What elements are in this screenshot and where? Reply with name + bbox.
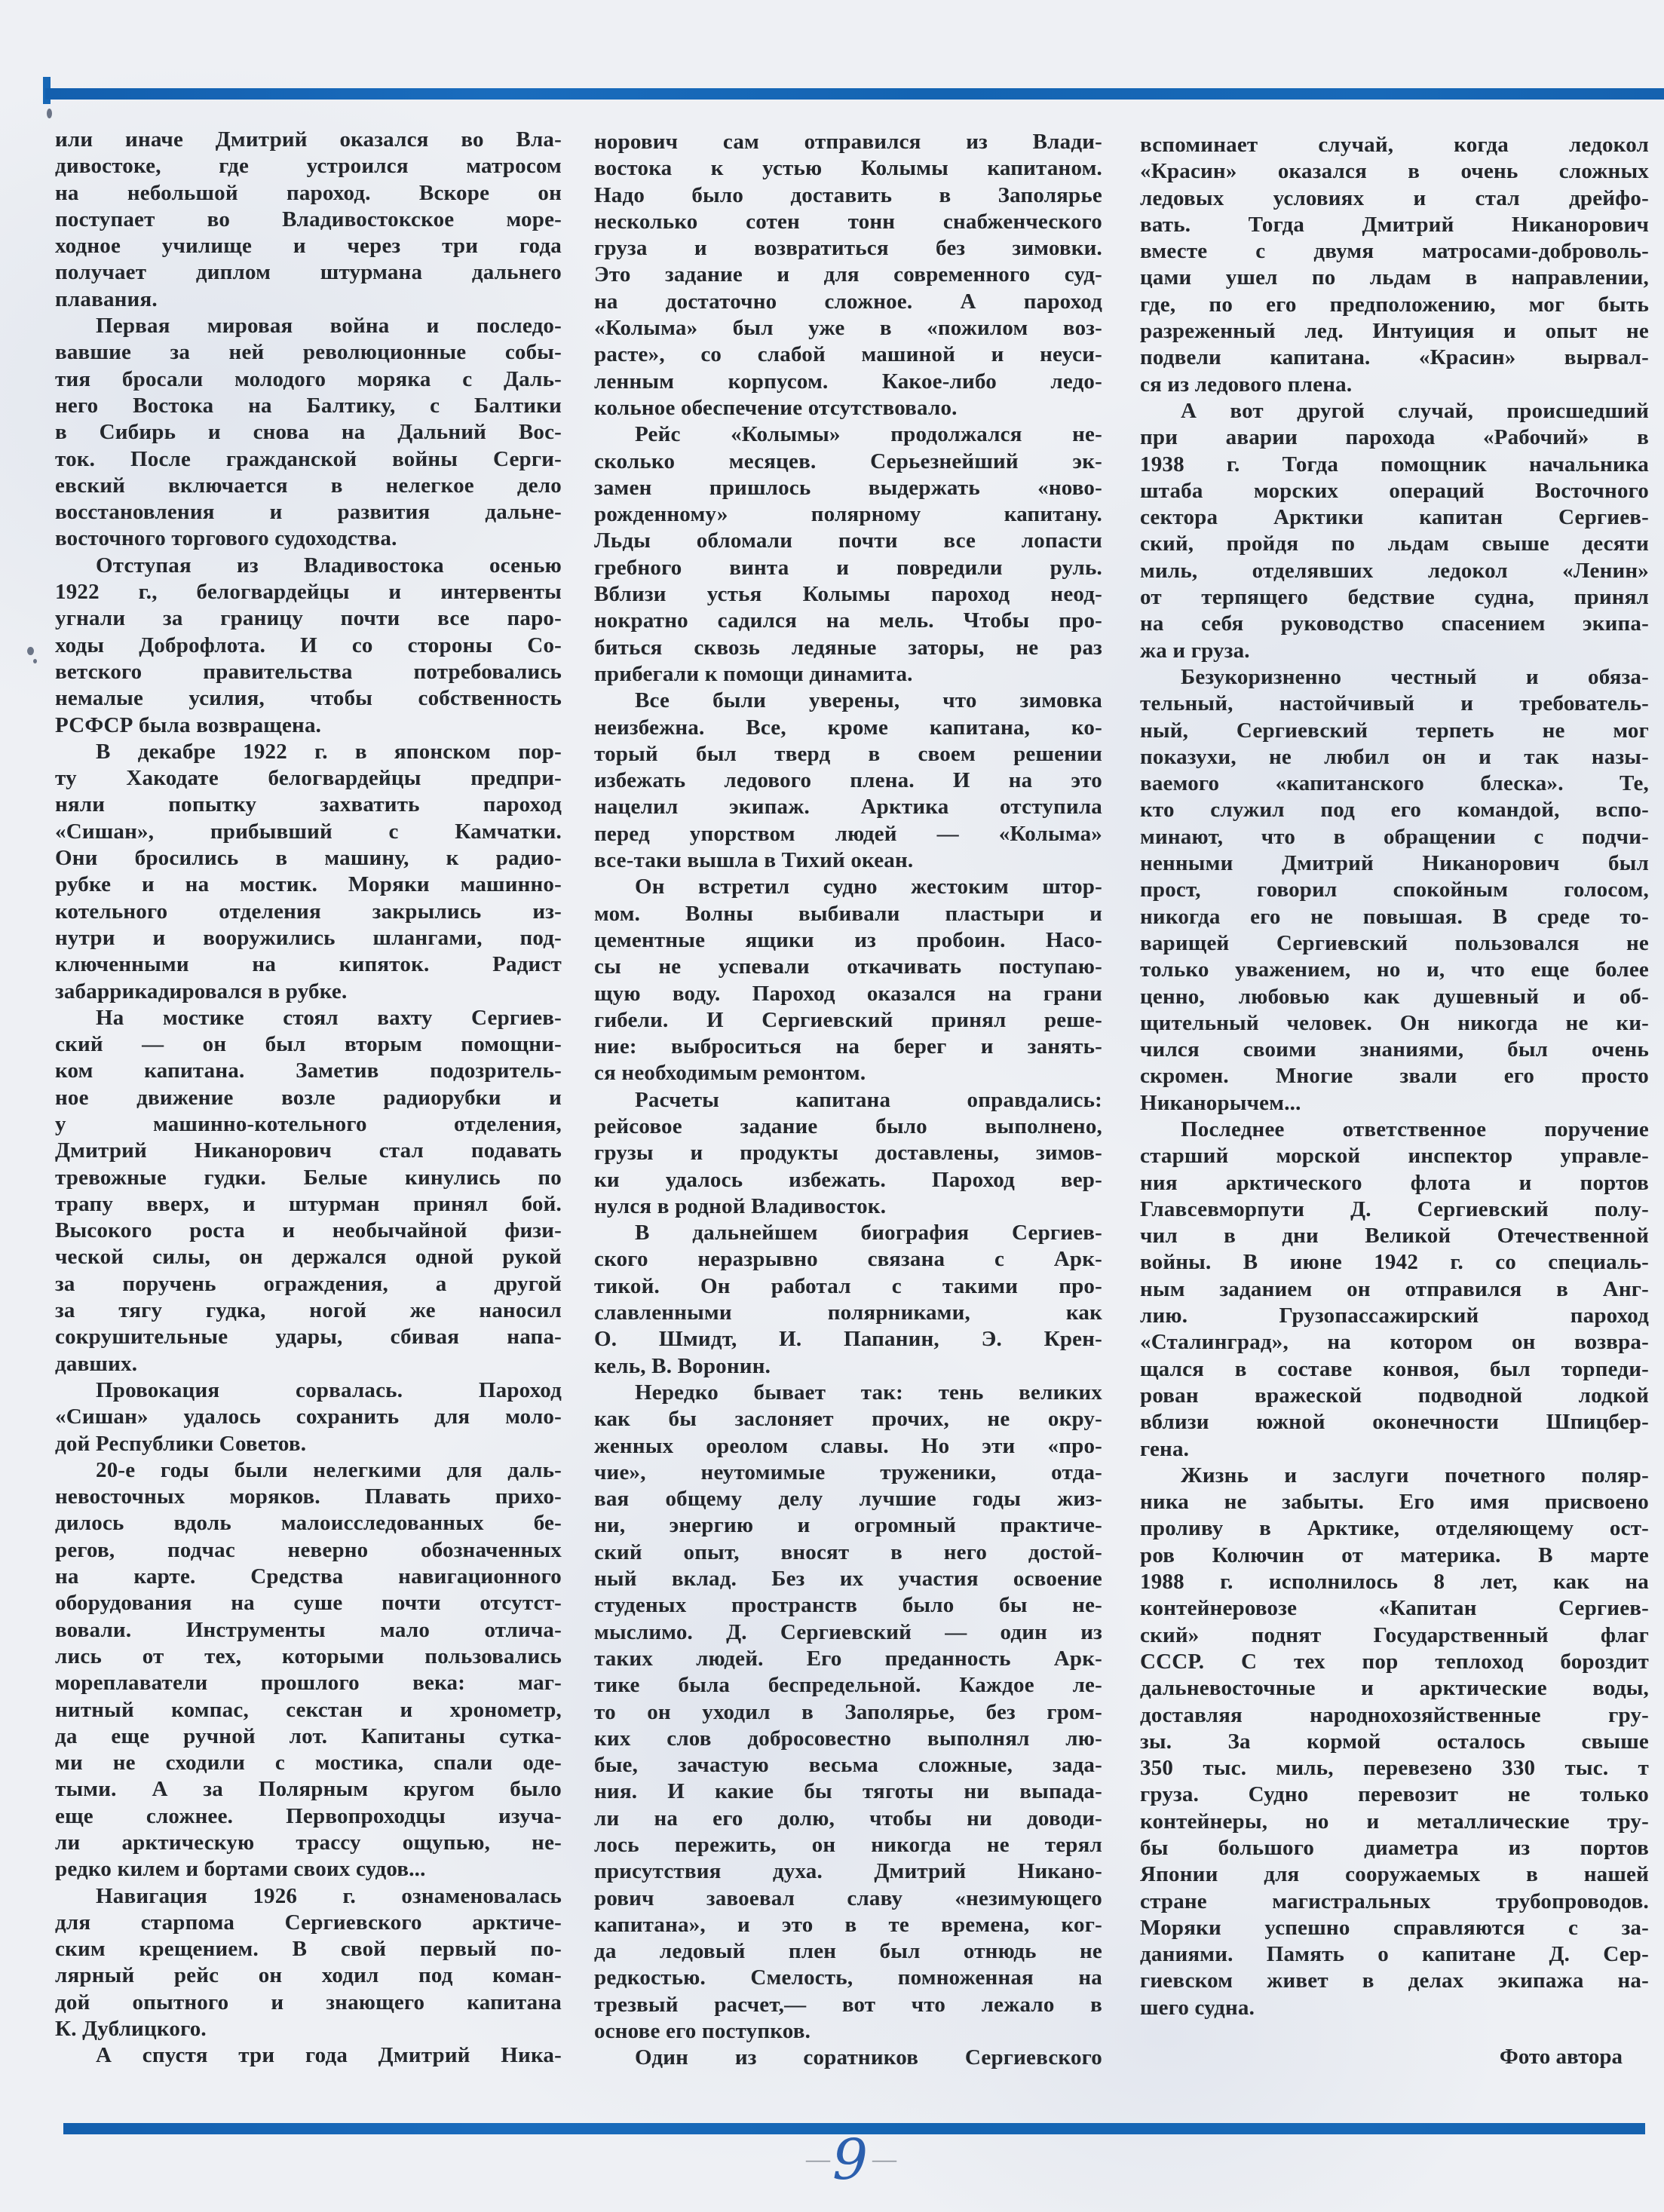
text-line: Главсевморпути Д. Сергиевский полу-: [1140, 1196, 1649, 1221]
text-line: дальневосточные и арктические воды,: [1140, 1676, 1649, 1701]
text-line: биться сквозь ледяные заторы, не раз: [594, 635, 1102, 660]
text-line: за тягу гудка, ногой же наносил: [55, 1298, 562, 1323]
text-line: да ледовый плен был отнюдь не: [594, 1939, 1102, 1964]
text-line: чился своими знаниями, был очень: [1140, 1037, 1649, 1062]
text-line: Жизнь и заслуги почетного поляр-: [1181, 1463, 1649, 1487]
text-line: 1938 г. Тогда помощник начальника: [1140, 452, 1649, 476]
ink-speck: [33, 659, 37, 663]
text-line: Это задание и для современного суд-: [594, 262, 1102, 287]
text-line: «Колыма» был уже в «пожилом воз-: [594, 316, 1102, 341]
text-line: В декабре 1922 г. в японском пор-: [96, 739, 562, 764]
text-line: СССР. С тех пор теплоход бороздит: [1140, 1649, 1649, 1674]
text-line: немалые усилия, чтобы собственность: [55, 686, 562, 711]
text-line: основе его поступков.: [594, 2019, 811, 2044]
text-line: регов, подчас неверно обозначенных: [55, 1537, 562, 1562]
text-line: да еще ручной лот. Капитаны сутка-: [55, 1723, 562, 1748]
text-line: дилось вдоль малоисследованных бе-: [55, 1511, 562, 1536]
text-line: ся из ледового плена.: [1140, 372, 1353, 397]
text-line: вспоминает случай, когда ледокол: [1140, 133, 1649, 157]
page-number-value: 9: [832, 2128, 869, 2192]
text-line: ки удалось избежать. Пароход вер-: [594, 1167, 1102, 1192]
text-line: где, по его предположению, мог быть: [1140, 292, 1649, 317]
text-line: Они бросились в машину, к радио-: [55, 846, 562, 871]
text-line: Японии для сооружаемых в нашей: [1140, 1862, 1649, 1887]
text-line: скромен. Многие звали его просто: [1140, 1064, 1649, 1089]
text-line: неизбежна. Все, кроме капитана, ко-: [594, 715, 1102, 740]
text-line: востока к устью Колымы капитаном.: [594, 156, 1102, 181]
text-line: рович завоевал славу «незимующего: [594, 1886, 1102, 1910]
text-line: забаррикадировался в рубке.: [55, 979, 348, 1003]
text-line: ника не забыты. Его имя присвоено: [1140, 1490, 1649, 1515]
text-line: чил в дни Великой Отечественной: [1140, 1224, 1649, 1248]
text-line: 20-е годы были нелегкими для даль-: [96, 1457, 562, 1482]
text-line: минают, что в обращении с подчи-: [1140, 824, 1649, 849]
text-line: как бы заслоняет прочих, не окру-: [594, 1407, 1102, 1432]
text-line: ваемого «капитанского блеска». Те,: [1140, 771, 1649, 796]
text-line: перед упорством людей — «Колыма»: [594, 821, 1102, 846]
text-line: шего судна.: [1140, 1995, 1255, 2020]
text-line: капитана», и это в те времена, ког-: [594, 1912, 1102, 1937]
text-line: для старпома Сергиевского арктиче-: [55, 1910, 562, 1935]
text-line: получает диплом штурмана дальнего: [55, 260, 562, 285]
text-line: А вот другой случай, происшедший: [1181, 398, 1649, 423]
text-line: Высокого роста и необычайной физи-: [55, 1218, 562, 1243]
photo-credit: Фото автора: [1499, 2045, 1623, 2069]
text-line: ких слов добросовестно выполнял лю-: [594, 1726, 1102, 1751]
text-line: О. Шмидт, И. Папанин, Э. Крен-: [594, 1327, 1102, 1352]
text-line: Провокация сорвалась. Пароход: [96, 1377, 562, 1402]
text-line: него Востока на Балтику, с Балтики: [55, 393, 562, 418]
text-line: проливу в Арктике, отделяющему ост-: [1140, 1516, 1649, 1541]
text-line: вать. Тогда Дмитрий Никанорович: [1140, 212, 1649, 237]
text-line: на карте. Средства навигационного: [55, 1564, 562, 1589]
text-line: цементные ящики из пробоин. Насо-: [594, 927, 1102, 952]
text-line: Никанорычем...: [1140, 1090, 1301, 1115]
text-line: в Сибирь и снова на Дальний Вос-: [55, 420, 562, 445]
text-line: зы. За кормой осталось свыше: [1140, 1729, 1649, 1754]
text-line: на себя руководство спасением экипа-: [1140, 611, 1649, 636]
text-line: евский включается в нелегкое дело: [55, 473, 562, 498]
text-line: то он уходил в Заполярье, без гром-: [594, 1699, 1102, 1724]
text-line: расте», со слабой машиной и неуси-: [594, 342, 1102, 367]
text-line: ского неразрывно связана с Арк-: [594, 1247, 1102, 1272]
text-line: поступает во Владивостокское море-: [55, 207, 562, 231]
text-line: цами ушел по льдам в направлении,: [1140, 265, 1649, 290]
text-line: ком капитана. Заметив подозритель-: [55, 1059, 562, 1083]
article-column-1: [55, 127, 562, 2070]
text-line: у машинно-котельного отделения,: [55, 1111, 562, 1136]
text-line: студеных пространств было бы не-: [594, 1593, 1102, 1618]
text-line: ли на его долю, чтобы ни доводи-: [594, 1806, 1102, 1831]
text-line: варищей Сергиевский пользовался не: [1140, 930, 1649, 955]
text-line: редко килем и бортами своих судов...: [55, 1857, 426, 1882]
text-line: торый был тверд в своем решении: [594, 741, 1102, 766]
text-line: ходы Доброфлота. И со стороны Со-: [55, 633, 562, 657]
text-line: войны. В июне 1942 г. со специаль-: [1140, 1250, 1649, 1275]
text-line: доставляя народнохозяйственные гру-: [1140, 1702, 1649, 1727]
text-line: «Сишан», прибывший с Камчатки.: [55, 819, 562, 844]
text-line: ный, Сергиевский терпеть не мог: [1140, 718, 1649, 743]
text-line: ленным корпусом. Какое-либо ледо-: [594, 369, 1102, 394]
text-line: лию. Грузопассажирский пароход: [1140, 1304, 1649, 1328]
text-line: 1988 г. исполнилось 8 лет, как на: [1140, 1570, 1649, 1595]
text-line: рубке и на мостик. Моряки машинно-: [55, 872, 562, 897]
text-line: угнали за границу почти все паро-: [55, 606, 562, 631]
text-line: ни, энергию и огромный практиче-: [594, 1513, 1102, 1538]
text-line: ледовых условиях и стал дрейфо-: [1140, 185, 1649, 210]
text-line: трапу вверх, и штурман принял бой.: [55, 1191, 562, 1216]
text-line: за поручень ограждения, а другой: [55, 1271, 562, 1296]
text-line: ский» поднят Государственный флаг: [1140, 1622, 1649, 1647]
text-line: ние: выброситься на берег и занять-: [594, 1034, 1102, 1059]
text-line: избежать ледового плена. И на это: [594, 768, 1102, 793]
text-line: Он встретил судно жестоким штор-: [635, 875, 1102, 899]
text-line: даниями. Память о капитане Д. Сер-: [1140, 1942, 1649, 1967]
text-line: гибели. И Сергиевский принял реше-: [594, 1007, 1102, 1032]
text-line: грузы и продукты доставлены, зимов-: [594, 1141, 1102, 1166]
text-line: ния арктического флота и портов: [1140, 1170, 1649, 1195]
text-line: РСФСР была возвращена.: [55, 712, 322, 737]
text-line: жа и груза.: [1140, 638, 1250, 663]
text-line: котельного отделения закрылись из-: [55, 899, 562, 924]
text-line: норович сам отправился из Влади-: [594, 130, 1102, 154]
text-line: оборудования на суше почти отсутст-: [55, 1591, 562, 1616]
text-line: невосточных моряков. Плавать прихо-: [55, 1484, 562, 1509]
text-line: ческой силы, он держался одной рукой: [55, 1245, 562, 1270]
text-line: на достаточно сложное. А пароход: [594, 289, 1102, 314]
text-line: ненными Дмитрий Никанорович был: [1140, 851, 1649, 876]
text-line: «Сталинград», на котором он возвра-: [1140, 1330, 1649, 1355]
text-line: дивостоке, где устроился матросом: [55, 154, 562, 179]
text-line: восточного торгового судоходства.: [55, 526, 397, 551]
text-line: замен пришлось выдержать «ново-: [594, 475, 1102, 500]
text-line: 350 тыс. миль, перевезено 330 тыс. т: [1140, 1756, 1649, 1781]
text-line: Вблизи устья Колымы пароход неод-: [594, 582, 1102, 607]
text-line: Первая мировая война и последо-: [96, 314, 562, 339]
text-line: редкостью. Смелость, помноженная на: [594, 1965, 1102, 1990]
text-line: 1922 г., белогвардейцы и интервенты: [55, 580, 562, 605]
text-line: рожденному» полярному капитану.: [594, 502, 1102, 527]
text-line: А спустя три года Дмитрий Ника-: [96, 2043, 562, 2068]
text-line: груза и возвратиться без зимовки.: [594, 236, 1102, 261]
text-line: нитный компас, секстан и хронометр,: [55, 1697, 562, 1722]
text-line: прибегали к помощи динамита.: [594, 661, 913, 686]
text-line: миль, отделявших ледокол «Ленин»: [1140, 558, 1649, 583]
text-line: ным заданием он отправился в Анг-: [1140, 1276, 1649, 1301]
text-line: или иначе Дмитрий оказался во Вла-: [55, 127, 562, 152]
text-line: «Красин» оказался в очень сложных: [1140, 159, 1649, 184]
text-line: ским крещением. В свой первый по-: [55, 1937, 562, 1962]
text-line: ветского правительства потребовались: [55, 659, 562, 684]
text-line: Последнее ответственное поручение: [1181, 1117, 1649, 1141]
text-line: Рейс «Колымы» продолжался не-: [635, 422, 1102, 447]
text-line: женных ореолом славы. Но эти «про-: [594, 1433, 1102, 1458]
text-line: кольное обеспечение отсутствовало.: [594, 395, 958, 420]
text-line: ток. После гражданской войны Серги-: [55, 446, 562, 471]
text-line: Расчеты капитана оправдались:: [635, 1087, 1102, 1112]
text-line: вблизи южной оконечности Шпицбер-: [1140, 1410, 1649, 1435]
text-line: Моряки успешно справляются с за-: [1140, 1915, 1649, 1940]
text-line: вавшие за ней революционные собы-: [55, 340, 562, 365]
text-line: щался в составе конвоя, был торпеди-: [1140, 1356, 1649, 1381]
text-line: Один из соратников Сергиевского: [635, 2045, 1102, 2070]
text-line: присутствия духа. Дмитрий Никано-: [594, 1859, 1102, 1884]
text-line: несколько сотен тонн снабженческого: [594, 209, 1102, 234]
text-line: тревожные гудки. Белые кинулись по: [55, 1165, 562, 1190]
text-line: кель, В. Воронин.: [594, 1353, 771, 1378]
text-line: нутри и вооружились шлангами, под-: [55, 925, 562, 950]
text-line: ли арктическую трассу ощупью, не-: [55, 1831, 562, 1855]
text-line: бые, зачастую весьма сложные, зада-: [594, 1753, 1102, 1778]
text-line: сокрушительные удары, сбивая напа-: [55, 1325, 562, 1350]
text-line: никогда его не повышая. В среде то-: [1140, 904, 1649, 929]
text-line: Дмитрий Никанорович стал подавать: [55, 1138, 562, 1163]
text-line: давших.: [55, 1351, 138, 1376]
text-line: дой Республики Советов.: [55, 1431, 307, 1456]
text-line: Все были уверены, что зимовка: [635, 688, 1102, 713]
text-line: На мостике стоял вахту Сергиев-: [96, 1005, 562, 1030]
text-line: мореплаватели прошлого века: маг-: [55, 1671, 562, 1696]
text-line: В дальнейшем биография Сергиев-: [635, 1221, 1102, 1245]
text-line: подвели капитана. «Красин» вырвал-: [1140, 345, 1649, 370]
text-line: ценно, любовью как душевный и об-: [1140, 984, 1649, 1009]
text-line: контейнеровозе «Капитан Сергиев-: [1140, 1596, 1649, 1621]
text-line: щительный человек. Он никогда не ки-: [1140, 1010, 1649, 1035]
text-line: мом. Волны выбивали пластыри и: [594, 901, 1102, 926]
text-line: рован вражеской подводной лодкой: [1140, 1383, 1649, 1408]
text-line: ный вклад. Без их участия освоение: [594, 1567, 1102, 1592]
text-line: щую воду. Пароход оказался на грани: [594, 981, 1102, 1006]
text-line: только уважением, но и, что еще более: [1140, 957, 1649, 982]
text-line: тия бросали молодого моряка с Даль-: [55, 366, 562, 391]
text-line: бы большого диаметра из портов: [1140, 1836, 1649, 1860]
text-line: все-таки вышла в Тихий океан.: [594, 848, 914, 873]
text-line: контейнеры, но и металлические тру-: [1140, 1809, 1649, 1834]
ink-speck: [47, 109, 52, 118]
text-line: сектора Арктики капитан Сергиев-: [1140, 505, 1649, 530]
text-line: славленными полярниками, как: [594, 1301, 1102, 1325]
page-number: [18, 2128, 1664, 2204]
text-line: разреженный лед. Интуиция и опыт не: [1140, 319, 1649, 344]
text-line: плавания.: [55, 286, 158, 311]
text-line: прост, говорил спокойным голосом,: [1140, 878, 1649, 902]
text-line: гена.: [1140, 1436, 1190, 1461]
text-line: «Сишан» удалось сохранить для моло-: [55, 1405, 562, 1429]
text-line: груза. Судно перевозит не только: [1140, 1782, 1649, 1807]
text-line: тельный, настойчивый и требователь-: [1140, 691, 1649, 716]
text-line: вместе с двумя матросами-доброволь-: [1140, 239, 1649, 264]
article-column-2: [594, 129, 1102, 2072]
text-line: рейсовое задание было выполнено,: [594, 1114, 1102, 1138]
text-line: еще сложнее. Первопроходцы изуча-: [55, 1803, 562, 1828]
text-line: стране магистральных трубопроводов.: [1140, 1889, 1649, 1913]
text-line: штаба морских операций Восточного: [1140, 478, 1649, 503]
text-line: нулся в родной Владивосток.: [594, 1193, 887, 1218]
text-line: сы не успевали откачивать поступаю-: [594, 954, 1102, 979]
text-line: ту Хакодате белогвардейцы предпри-: [55, 766, 562, 791]
text-line: лись от тех, которыми пользовались: [55, 1644, 562, 1668]
text-line: лось пережить, он никогда не терял: [594, 1833, 1102, 1857]
text-line: тыми. А за Полярным кругом было: [55, 1777, 562, 1802]
text-line: Навигация 1926 г. ознаменовалась: [96, 1883, 562, 1908]
text-line: старший морской инспектор управле-: [1140, 1144, 1649, 1169]
text-line: няли попытку захватить пароход: [55, 792, 562, 817]
dash-ornament-right: —: [872, 2145, 895, 2172]
text-line: К. Дублицкого.: [55, 2017, 207, 2042]
text-line: мыслимо. Д. Сергиевский — один из: [594, 1619, 1102, 1644]
text-line: нократно садился на мель. Чтобы про-: [594, 608, 1102, 633]
text-line: ми не сходили с мостика, спали оде-: [55, 1751, 562, 1775]
text-line: Безукоризненно честный и обяза-: [1181, 664, 1649, 689]
text-line: таких людей. Его преданность Арк-: [594, 1646, 1102, 1671]
text-line: гиевском живет в делах экипажа на-: [1140, 1968, 1649, 1993]
text-line: ния. И какие бы тяготы ни выпада-: [594, 1779, 1102, 1804]
text-line: показухи, не любил он и так назы-: [1140, 744, 1649, 769]
text-line: ский, пройдя по льдам свыше десяти: [1140, 532, 1649, 556]
text-line: чие», неутомимые труженики, отда-: [594, 1460, 1102, 1484]
text-line: тике была беспредельной. Каждое ле-: [594, 1673, 1102, 1698]
text-line: Надо было доставить в Заполярье: [594, 182, 1102, 207]
text-line: ключенными на кипяток. Радист: [55, 952, 562, 977]
text-line: ров Колючин от материка. В марте: [1140, 1543, 1649, 1567]
text-line: восстановления и развития дальне-: [55, 500, 562, 525]
text-line: нацелил экипаж. Арктика отступила: [594, 795, 1102, 820]
text-line: гребного винта и повредили руль.: [594, 555, 1102, 580]
text-line: при аварии парохода «Рабочий» в: [1140, 425, 1649, 450]
text-line: ся необходимым ремонтом.: [594, 1061, 866, 1086]
text-line: ский опыт, вносят в него достой-: [594, 1540, 1102, 1564]
text-line: Льды обломали почти все лопасти: [594, 528, 1102, 553]
article-column-3: [1140, 132, 1649, 2021]
text-line: ский — он был вторым помощни-: [55, 1032, 562, 1057]
text-line: тикой. Он работал с такими про-: [594, 1273, 1102, 1298]
text-line: вая общему делу лучшие годы жиз-: [594, 1487, 1102, 1512]
text-line: сколько месяцев. Серьезнейший эк-: [594, 449, 1102, 473]
text-line: кто служил под его командой, вспо-: [1140, 798, 1649, 823]
top-rule: [45, 88, 1664, 100]
dash-ornament-left: —: [805, 2145, 828, 2172]
text-line: дой опытного и знающего капитана: [55, 1990, 562, 2014]
text-line: Нередко бывает так: тень великих: [635, 1380, 1102, 1405]
ink-speck: [27, 647, 34, 655]
text-line: ходное училище и через три года: [55, 234, 562, 259]
text-line: Отступая из Владивостока осенью: [96, 553, 562, 578]
text-line: на небольшой пароход. Вскоре он: [55, 180, 562, 205]
text-line: вовали. Инструменты мало отлича-: [55, 1617, 562, 1642]
text-line: от терпящего бедствие судна, принял: [1140, 585, 1649, 610]
text-line: лярный рейс он ходил под коман-: [55, 1963, 562, 1988]
text-line: трезвый расчет,— вот что лежало в: [594, 1992, 1102, 2017]
text-line: ное движение возле радиорубки и: [55, 1085, 562, 1110]
